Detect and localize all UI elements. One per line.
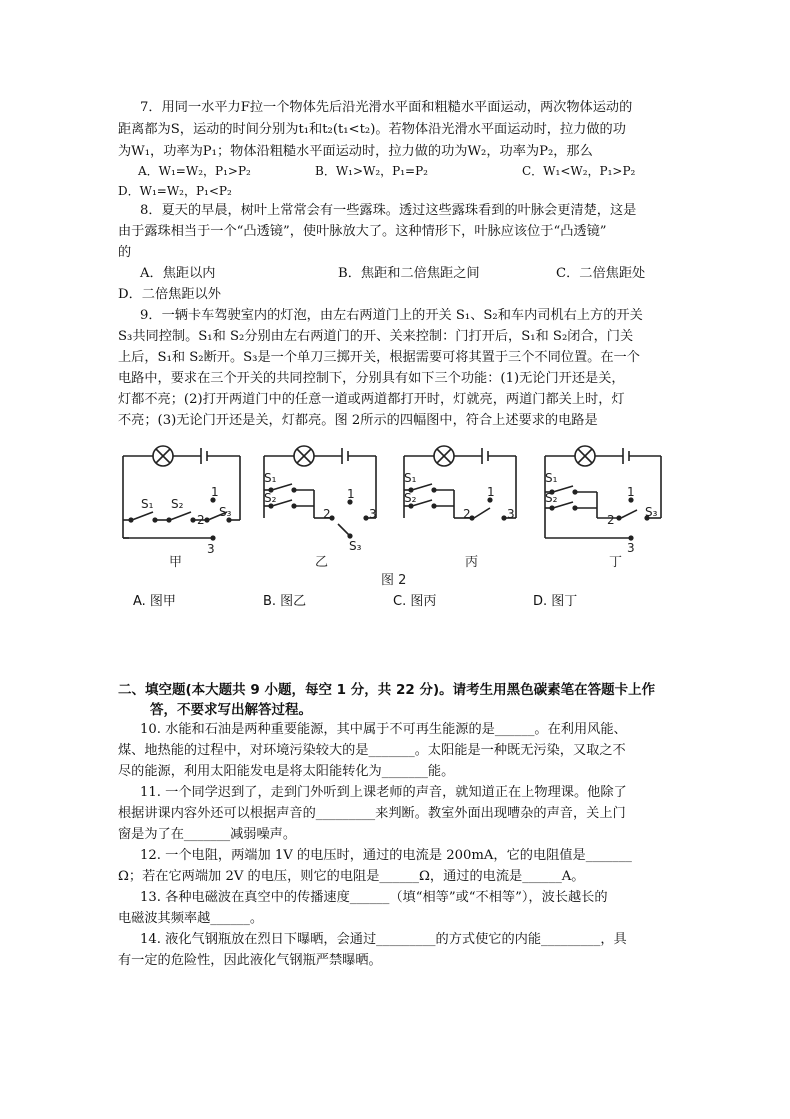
s1-label: S₁: [141, 497, 154, 511]
s2-label: S₂: [171, 497, 184, 511]
q8-option-a: A．焦距以内: [140, 266, 216, 281]
section-2-heading-line-2: 答，不要求写出解答过程。: [150, 702, 312, 718]
figure-caption: 图 2: [381, 573, 407, 588]
circuit-bing: [404, 446, 516, 520]
s2-label: S₂: [264, 491, 277, 505]
q9-option-a: A. 图甲: [133, 594, 176, 609]
figure-label-bing: 丙: [465, 555, 479, 570]
term-2-label: 2: [463, 507, 471, 521]
q10-line-3: 尽的能源，利用太阳能发电是将太阳能转化为_______能。: [118, 764, 455, 779]
s1-label: S₁: [264, 471, 277, 485]
term-3-label: 3: [507, 507, 515, 521]
q9-line-3: 上后，S₁和 S₂断开。S₃是一个单刀三掷开关，根据需要可将其置于三个不同位置。在一个: [118, 350, 640, 365]
term-3-label: 3: [627, 541, 635, 555]
figure-label-jia: 甲: [169, 555, 183, 570]
s3-label: S₃: [645, 505, 658, 519]
q12-line-1: 12. 一个电阻，两端加 1V 的电压时，通过的电流是 200mA，它的电阻值是_______: [140, 848, 632, 863]
q13-line-2: 电磁波其频率越______。: [118, 911, 264, 926]
circuit-ding: [545, 446, 661, 540]
q9-option-b: B. 图乙: [263, 594, 307, 609]
q8-option-b: B．焦距和二倍焦距之间: [338, 266, 480, 281]
q8-option-c: C．二倍焦距处: [556, 266, 646, 281]
q8-line-1: 8．夏天的早晨，树叶上常常会有一些露珠。透过这些露珠看到的叶脉会更清楚，这是: [140, 203, 637, 218]
q7-option-a: A．W₁=W₂，P₁>P₂: [138, 164, 251, 178]
circuit-jia: [123, 446, 240, 540]
term-3-label: 3: [207, 542, 215, 556]
q7-option-b: B．W₁>W₂，P₁=P₂: [315, 164, 428, 178]
q9-line-4: 电路中，要求在三个开关的共同控制下，分别具有如下三个功能：(1)无论门开还是关，: [118, 371, 625, 386]
term-3-label: 3: [369, 507, 377, 521]
q9-line-1: 9．一辆卡车驾驶室内的灯泡，由左右两道门上的开关 S₁、S₂和车内司机右上方的开关: [140, 308, 643, 323]
term-2-label: 2: [197, 513, 205, 527]
term-1-label: 1: [347, 487, 355, 501]
term-1-label: 1: [487, 485, 495, 499]
q9-option-c: C. 图丙: [393, 594, 437, 609]
q11-line-2: 根据讲课内容外还可以根据声音的_________来判断。教室外面出现嘈杂的声音，关上门: [118, 806, 626, 821]
q8-option-d: D．二倍焦距以外: [118, 287, 221, 302]
q9-option-d: D. 图丁: [533, 594, 578, 609]
circuit-yi: [264, 446, 376, 538]
s3-label: S₃: [219, 505, 232, 519]
q9-line-2: S₃共同控制。S₁和 S₂分别由左右两道门的开、关来控制：门打开后，S₁和 S₂闭合，门关: [118, 329, 634, 344]
q7-line-1: 7．用同一水平力F拉一个物体先后沿光滑水平面和粗糙水平面运动，两次物体运动的: [140, 100, 633, 115]
q7-line-3: 为W₁，功率为P₁；物体沿粗糙水平面运动时，拉力做的功为W₂，功率为P₂，那么: [118, 144, 593, 159]
q7-option-c: C．W₁<W₂，P₁>P₂: [522, 164, 636, 178]
figure-label-yi: 乙: [315, 555, 329, 570]
term-1-label: 1: [627, 485, 635, 499]
q14-line-2: 有一定的危险性，因此液化气钢瓶严禁曝晒。: [118, 953, 382, 968]
term-1-label: 1: [211, 485, 219, 499]
section-2-heading-line-1: 二、填空题(本大题共 9 小题，每空 1 分，共 22 分)。请考生用黑色碳素笔在答题卡上作: [118, 682, 656, 698]
q10-line-2: 煤、地热能的过程中，对环境污染较大的是_______。太阳能是一种既无污染，又取之不: [118, 743, 626, 758]
q11-line-1: 11. 一个同学迟到了，走到门外听到上课老师的声音，就知道正在上物理课。他除了: [140, 785, 627, 800]
s1-label: S₁: [545, 471, 558, 485]
q9-line-6: 不亮；(3)无论门开还是关，灯都亮。图 2所示的四幅图中，符合上述要求的电路是: [118, 413, 598, 428]
term-2-label: 2: [323, 507, 331, 521]
q7-line-2: 距离都为S，运动的时间分别为t₁和t₂(t₁<t₂)。若物体沿光滑水平面运动时，拉力做的功: [118, 122, 626, 137]
s2-label: S₂: [404, 491, 417, 505]
figure-label-ding: 丁: [609, 555, 623, 570]
q14-line-1: 14. 液化气钢瓶放在烈日下曝晒，会通过_________的方式使它的内能_________，具: [140, 932, 627, 947]
q12-line-2: Ω；若在它两端加 2V 的电压，则它的电阻是______Ω，通过的电流是______A。: [118, 869, 585, 884]
s2-label: S₂: [545, 491, 558, 505]
q9-line-5: 灯都不亮；(2)打开两道门中的任意一道或两道都打开时，灯就亮，两道门都关上时，灯: [118, 392, 625, 407]
circuit-figure: [115, 438, 675, 588]
q10-line-1: 10. 水能和石油是两种重要能源，其中属于不可再生能源的是______。在利用风能、: [140, 722, 627, 737]
s3-label: S₃: [349, 539, 362, 553]
q8-line-2: 由于露珠相当于一个“凸透镜”，使叶脉放大了。这种情形下，叶脉应该位于“凸透镜”: [118, 224, 607, 239]
s1-label: S₁: [404, 471, 417, 485]
term-2-label: 2: [607, 513, 615, 527]
q13-line-1: 13. 各种电磁波在真空中的传播速度______（填“相等”或“不相等”），波长越长的: [140, 890, 608, 905]
q7-option-d: D．W₁=W₂，P₁<P₂: [118, 184, 232, 198]
q11-line-3: 窗是为了在_______减弱噪声。: [118, 827, 297, 842]
q8-line-3: 的: [118, 245, 132, 260]
